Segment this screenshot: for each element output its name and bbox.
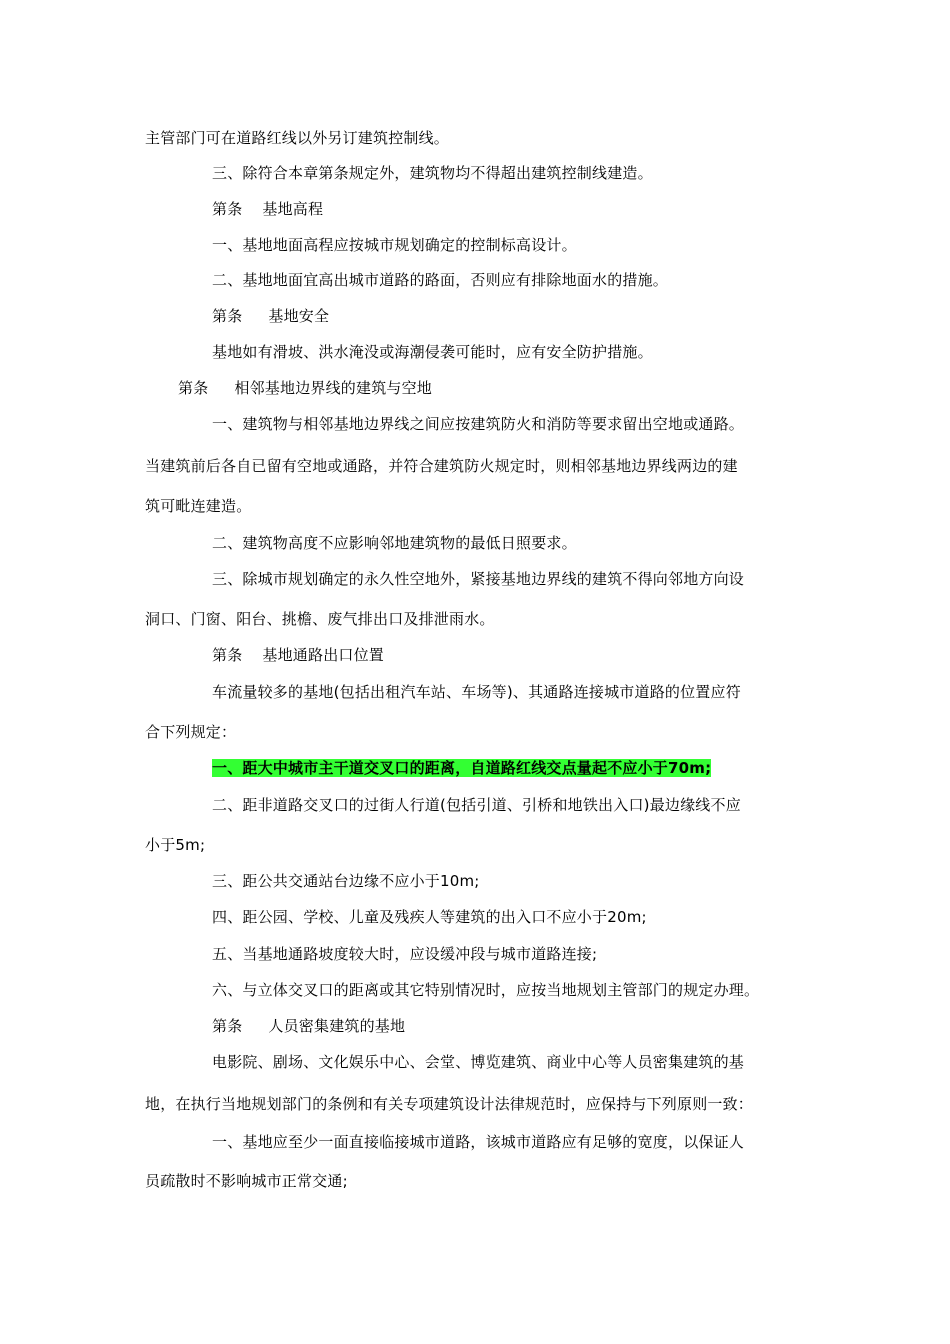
text-line: 基地如有滑坡、洪水淹没或海潮侵袭可能时，应有安全防护措施。: [212, 343, 653, 361]
text-line: 五、当基地通路坡度较大时，应设缓冲段与城市道路连接;: [212, 945, 598, 963]
article-title: 基地通路出口位置: [262, 646, 385, 664]
text-line: 员疏散时不影响城市正常交通;: [145, 1172, 348, 1190]
text-line: 当建筑前后各自已留有空地或通路，并符合建筑防火规定时，则相邻基地边界线两边的建: [145, 457, 738, 475]
section-heading: [212, 1016, 405, 1036]
text-line: 三、除符合本章第条规定外，建筑物均不得超出建筑控制线建造。: [212, 164, 653, 182]
text-line: 一、基地地面高程应按城市规划确定的控制标高设计。: [212, 236, 577, 254]
text-line: 三、距公共交通站台边缘不应小于10m;: [212, 872, 480, 890]
section-heading: [212, 306, 329, 326]
text-line: 四、距公园、学校、儿童及残疾人等建筑的出入口不应小于20m;: [212, 908, 647, 926]
text-line: 合下列规定：: [145, 723, 237, 741]
text-line: 洞口、门窗、阳台、挑檐、废气排出口及排泄雨水。: [145, 610, 495, 628]
text-line: 主管部门可在道路红线以外另订建筑控制线。: [145, 129, 450, 147]
article-title: 人员密集建筑的基地: [268, 1017, 406, 1035]
article-number: 第条: [212, 200, 243, 218]
text-line: 二、基地地面宜高出城市道路的路面，否则应有排除地面水的措施。: [212, 271, 669, 289]
article-title: 基地高程: [262, 200, 324, 218]
text-line: 地，在执行当地规划部门的条例和有关专项建筑设计法律规范时，应保持与下列原则一致：: [145, 1095, 754, 1113]
text-line: 二、建筑物高度不应影响邻地建筑物的最低日照要求。: [212, 534, 577, 552]
text-line: 一、建筑物与相邻基地边界线之间应按建筑防火和消防等要求留出空地或通路。: [212, 415, 745, 433]
text-line: 六、与立体交叉口的距离或其它特别情况时，应按当地规划主管部门的规定办理。: [212, 981, 760, 999]
highlighted-text-line: [212, 758, 711, 778]
section-heading: [212, 199, 323, 219]
section-heading: [178, 378, 432, 398]
text-line: 三、除城市规划确定的永久性空地外，紧接基地边界线的建筑不得向邻地方向设: [212, 570, 745, 588]
article-title: 基地安全: [268, 307, 330, 325]
text-line: 一、基地应至少一面直接临接城市道路，该城市道路应有足够的宽度，以保证人: [212, 1133, 745, 1151]
article-number: 第条: [212, 1017, 243, 1035]
text-line: 筑可毗连建造。: [145, 497, 252, 515]
highlight-span: 一、距大中城市主干道交叉口的距离，自道路红线交点量起不应小于70m;: [212, 759, 712, 777]
text-line: 二、距非道路交叉口的过街人行道(包括引道、引桥和地铁出入口)最边缘线不应: [212, 796, 741, 814]
article-number: 第条: [178, 379, 209, 397]
section-heading: [212, 645, 384, 665]
text-line: 小于5m;: [145, 836, 206, 854]
article-number: 第条: [212, 307, 243, 325]
article-number: 第条: [212, 646, 243, 664]
text-line: 车流量较多的基地(包括出租汽车站、车场等)、其通路连接城市道路的位置应符: [212, 683, 741, 701]
text-line: 电影院、剧场、文化娱乐中心、会堂、博览建筑、商业中心等人员密集建筑的基: [212, 1053, 745, 1071]
article-title: 相邻基地边界线的建筑与空地: [234, 379, 433, 397]
